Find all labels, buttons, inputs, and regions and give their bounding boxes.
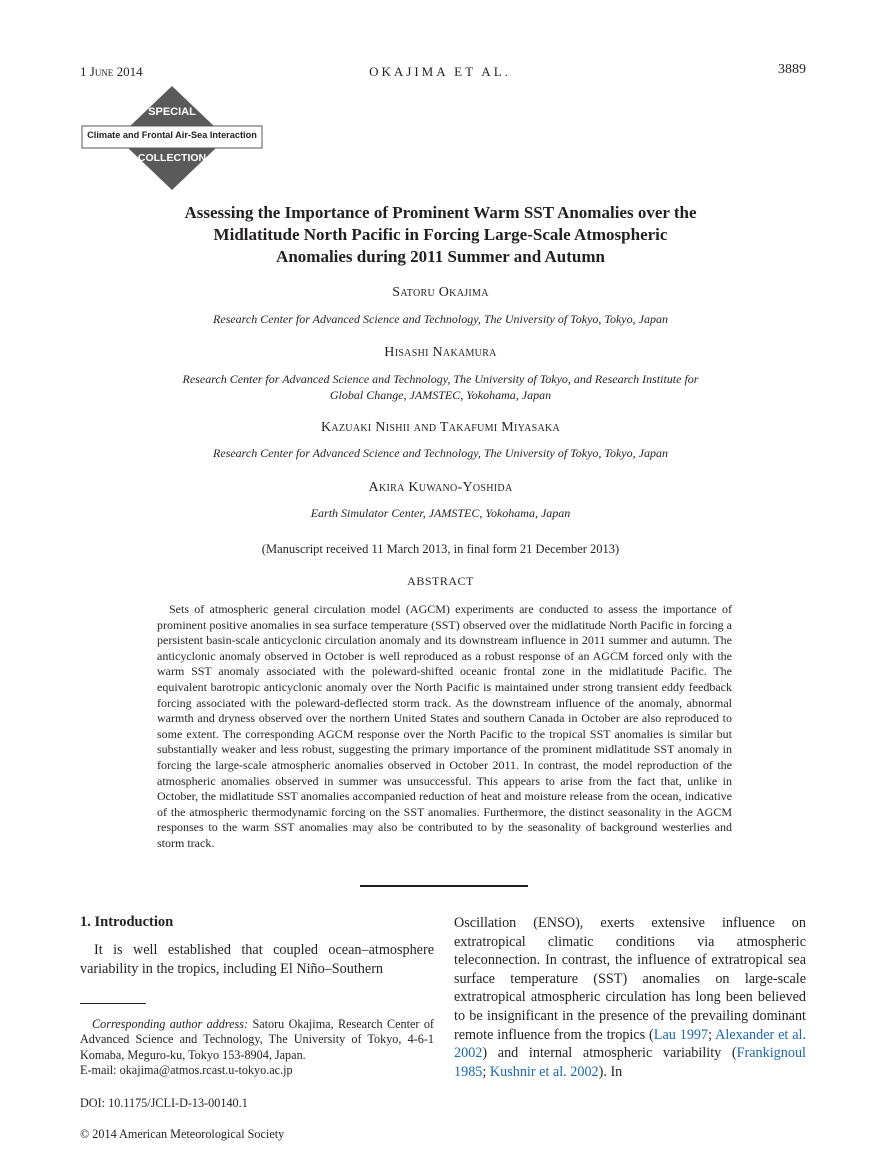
paragraph-text: ; [708,1026,716,1043]
section-heading: 1. Introduction [80,914,174,930]
author-name: Kazuaki Nishii and Takafumi Miyasaka [320,420,561,435]
footnote-address: Satoru Okajima, Research Center of Advanced Science and Technology, The University of Tokyo, 4-6-1 Komaba, Meguro-ku, Tokyo 153-8904, Japan. [80,1017,434,1062]
special-collection-badge [80,84,264,192]
author-affiliation: Research Center for Advanced Science and Technology, The University of Tokyo, Tokyo, Japan [213,312,668,326]
citation-link[interactable]: Lau 1997 [653,1026,709,1043]
affiliation-line: Global Change, JAMSTEC, Yokohama, Japan [329,388,552,402]
paragraph-text: ) and internal atmospheric variability ( [482,1045,737,1062]
title-line: Midlatitude North Pacific in Forcing Large-Scale Atmospheric [213,225,668,244]
title-line: Assessing the Importance of Prominent Warm SST Anomalies over the [184,203,697,222]
manuscript-note: (Manuscript received 11 March 2013, in final form 21 December 2013) [261,542,620,556]
badge-top-label: SPECIAL [148,106,196,118]
page-number: 3889 [778,62,806,77]
citation-link[interactable]: Frankignoul 1985 [454,1045,806,1080]
author-affiliation: Research Center for Advanced Science and Technology, The University of Tokyo, Tokyo, Japan [213,446,668,460]
affiliation-line: Research Center for Advanced Science and Technology, The University of Tokyo, and Research Institute for [182,372,699,386]
footnote-label: Corresponding author address: [92,1017,249,1031]
author-name: Hisashi Nakamura [384,345,497,360]
badge-middle-label: Climate and Frontal Air-Sea Interaction [87,130,257,140]
running-title: OKAJIMA ET AL. [369,64,511,79]
paragraph-text: Oscillation (ENSO), exerts extensive influence on extratropical climatic conditions via atmospheric teleconnection. In contrast, the influence of extratropical sea surface temperature (SST) anomalies on large-scale extratropical atmospheric circulation has long been believed to be insignificant in the presence of the prevailing dominant remote influence from the tropics ( [454,915,806,1043]
footnote-rule [80,1003,146,1004]
header-month-rest: une [94,64,114,79]
header-date: 1 June 2014 [80,64,143,79]
article-title [120,202,761,268]
abstract-text: Sets of atmospheric general circulation model (AGCM) experiments are conducted to assess the importance of prominent positive anomalies in sea surface temperature (SST) observed over the midlatitude North Pacific in forcing a persistent basin-scale anticyclonic circulation anomaly and its downstream influence in 2011 summer and autumn. The anticyclonic anomaly observed in October is well reproduced as a robust response of an AGCM forced only with the warm SST anomaly associated with the poleward-shifted oceanic frontal zone in the midlatitude Pacific. The equivalent barotropic anticyclonic anomaly over the North Pacific is maintained under strong transient eddy feedback forcing associated with the poleward-deflected storm track. As the downstream influence of the anomaly, abnormal warmth and dryness observed over the northern United States and southern Canada in October are also reproduced to some extent. The corresponding AGCM response over the North Pacific to the tropical SST anomalies is similar but substantially weaker and less robust, suggesting the primary importance of the prominent midlatitude SST anomaly in forcing the large-scale atmospheric anomalies observed in October 2011. In contrast, the model reproduction of the atmospheric anomalies observed in summer was unsuccessful. This appears to arise from the fact that, unlike in October, the midlatitude SST anomalies accompanied reduction of heat and moisture release from the ocean, indicative of the atmospheric thermodynamic forcing on the SST anomalies. Furthermore, the distinct seasonality in the AGCM responses to the warm SST anomalies may also be contributed to by the seasonality of background westerlies and storm track. [157,602,732,850]
citation-link[interactable]: Alexander et al. 2002 [454,1026,807,1062]
author-affiliation: Earth Simulator Center, JAMSTEC, Yokohama, Japan [310,506,571,520]
copyright: © 2014 American Meteorological Society [80,1127,285,1141]
author-name: Akira Kuwano-Yoshida [368,480,513,495]
abstract-heading: ABSTRACT [407,574,474,588]
paragraph-text: ; [482,1063,490,1080]
paragraph-text: ). In [598,1063,623,1080]
citation-link[interactable]: Kushnir et al. 2002 [489,1063,599,1080]
title-line: Anomalies during 2011 Summer and Autumn [276,247,605,266]
section-divider [360,885,528,887]
author-affiliation [100,371,781,403]
badge-bottom-label: COLLECTION [137,152,207,164]
corresponding-author-footnote [80,1017,434,1079]
intro-paragraph-right [454,914,806,1081]
footnote-email: E-mail: okajima@atmos.rcast.u-tokyo.ac.jp [80,1063,293,1078]
doi: DOI: 10.1175/JCLI-D-13-00140.1 [80,1096,248,1110]
intro-paragraph-left: It is well established that coupled ocean–atmosphere variability in the tropics, including El Niño–Southern [80,942,434,977]
author-name: Satoru Okajima [392,285,489,300]
